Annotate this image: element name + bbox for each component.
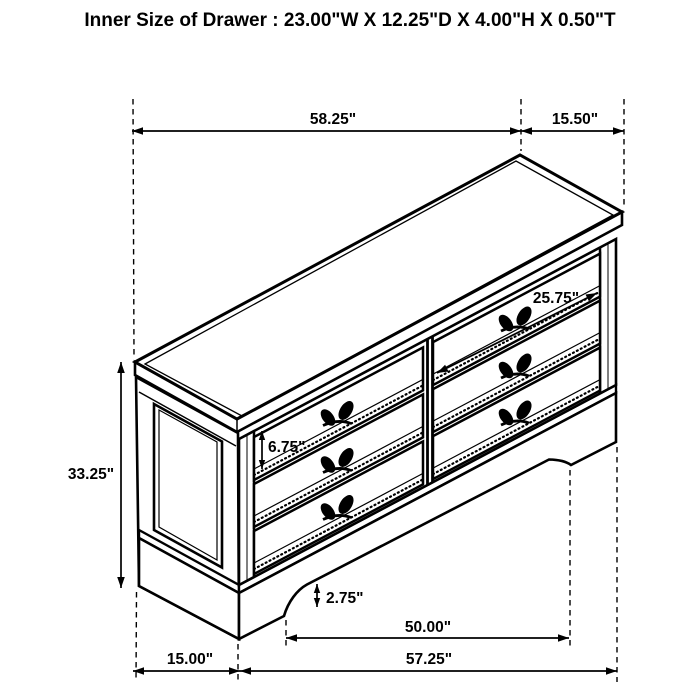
dim-label-top-depth: 15.50" (551, 111, 599, 128)
dim-side-depth (133, 651, 240, 675)
dim-front-width (240, 651, 617, 675)
dim-label-front-width: 57.25" (405, 651, 453, 668)
dim-top-depth (521, 111, 624, 135)
dim-label-overall-height: 33.25" (67, 466, 115, 483)
dim-foot-height (314, 584, 364, 607)
dim-label-side-depth: 15.00" (166, 651, 214, 668)
dim-overall-height (68, 362, 125, 588)
dim-label-top-width: 58.25" (309, 111, 357, 128)
dim-top-width (132, 111, 521, 135)
dim-label-foot-height: 2.75" (326, 590, 364, 607)
dim-label-base-span: 50.00" (404, 619, 452, 636)
dim-label-drawer-diagonal: 25.75" (532, 290, 580, 307)
dim-label-drawer-height: 6.75" (268, 439, 306, 456)
diagram-title: Inner Size of Drawer : 23.00"W X 12.25"D X 4.00"H X 0.50"T (84, 10, 616, 31)
dim-base-span (286, 619, 569, 642)
